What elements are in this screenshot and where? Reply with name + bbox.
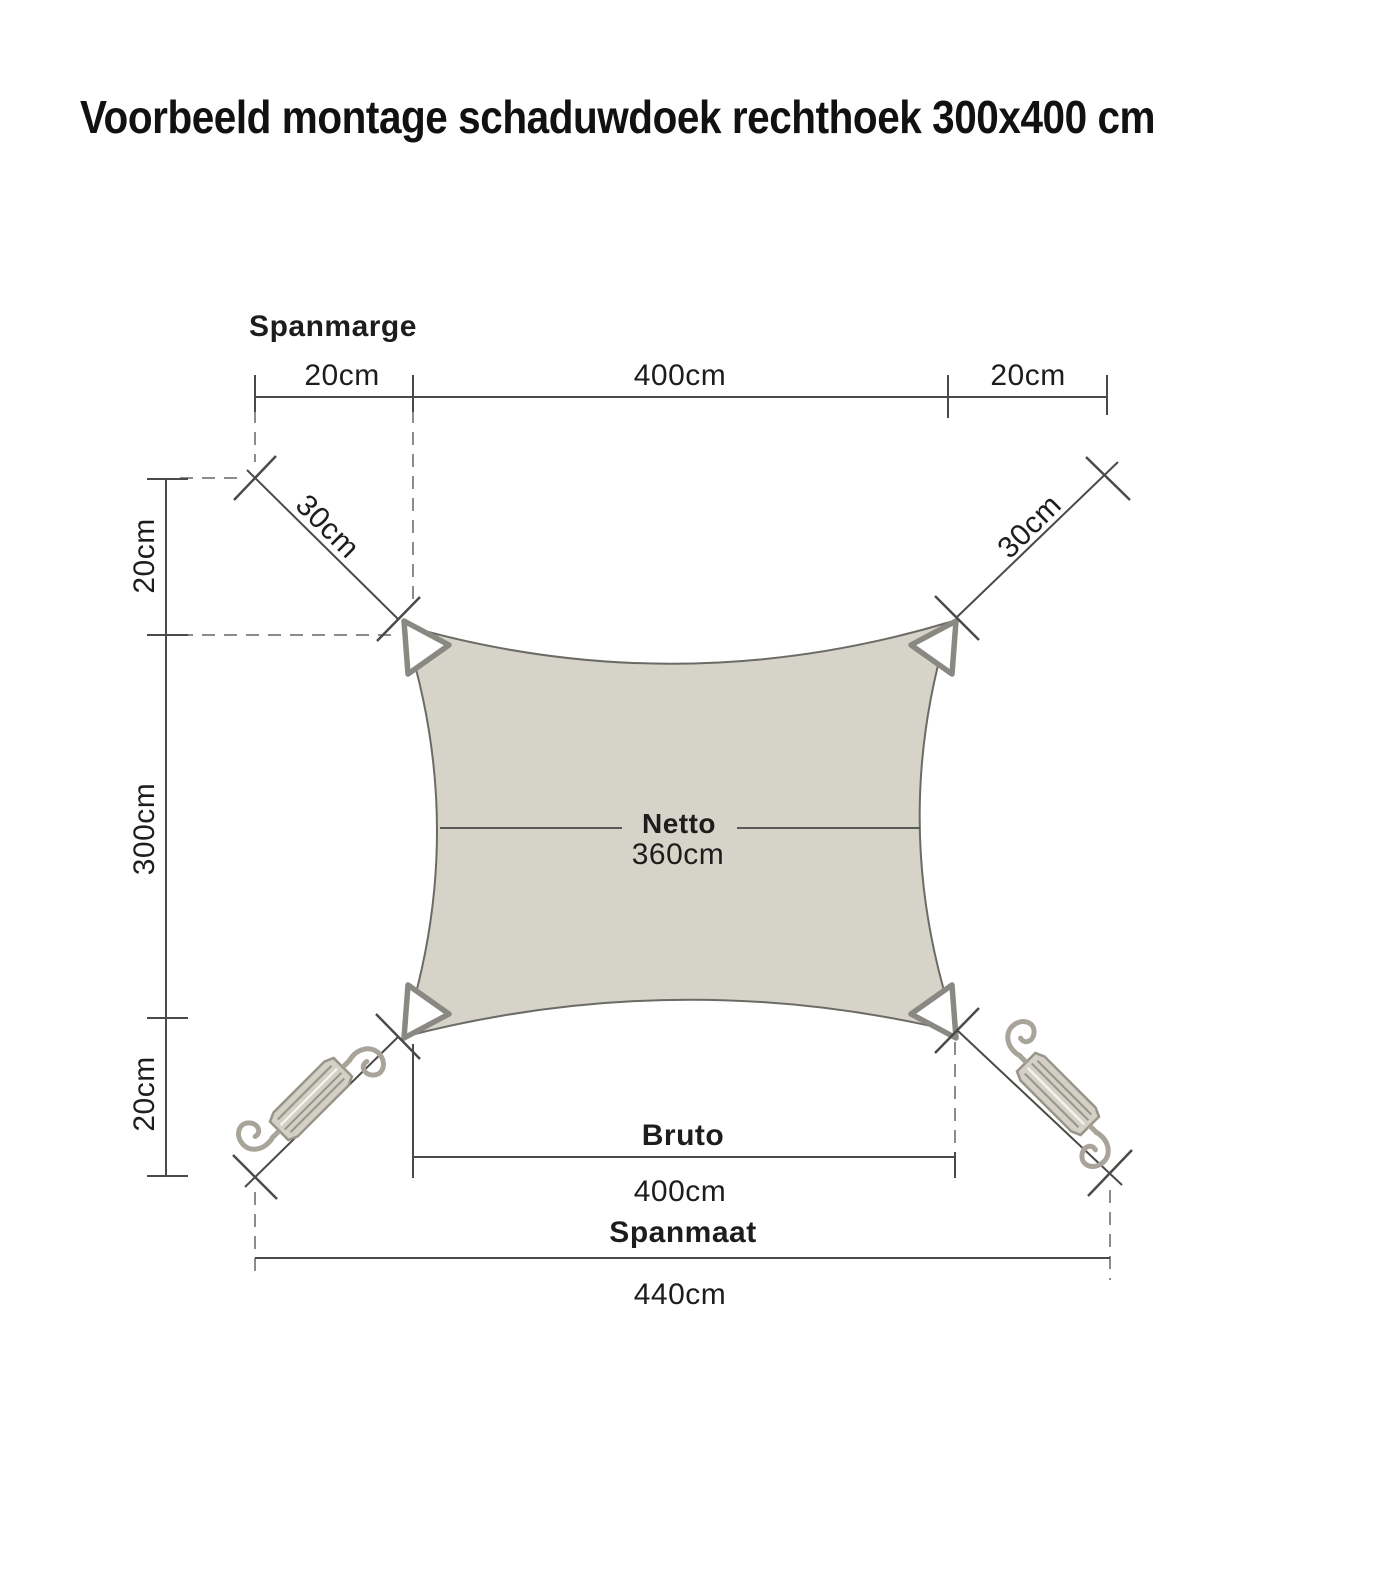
bruto-label: Bruto <box>641 1119 725 1152</box>
turnbuckle-bottom-left-icon <box>233 1021 389 1177</box>
left-top-margin-value: 20cm <box>128 518 161 594</box>
spanmaat-label: Spanmaat <box>609 1216 757 1249</box>
top-right-margin-value: 20cm <box>990 359 1066 392</box>
top-left-margin-value: 20cm <box>304 359 380 392</box>
top-width-value: 400cm <box>633 359 727 392</box>
left-bottom-margin-value: 20cm <box>128 1056 161 1132</box>
netto-value: 360cm <box>631 838 725 871</box>
turnbuckle-bottom-right-icon <box>980 1016 1136 1172</box>
slash-anchor-top-right <box>1086 457 1130 500</box>
tensioner-left-value: 30cm <box>289 488 366 565</box>
spanmarge-label: Spanmarge <box>249 310 417 343</box>
bruto-value: 400cm <box>633 1175 727 1208</box>
tensioner-right-value: 30cm <box>991 488 1068 565</box>
page-title: Voorbeeld montage schaduwdoek rechthoek 300x400 cm <box>80 91 1156 143</box>
left-height-value: 300cm <box>128 782 161 876</box>
slash-anchor-bottom-right <box>1088 1150 1132 1196</box>
netto-label: Netto <box>641 808 717 839</box>
spanmaat-value: 440cm <box>633 1278 727 1311</box>
